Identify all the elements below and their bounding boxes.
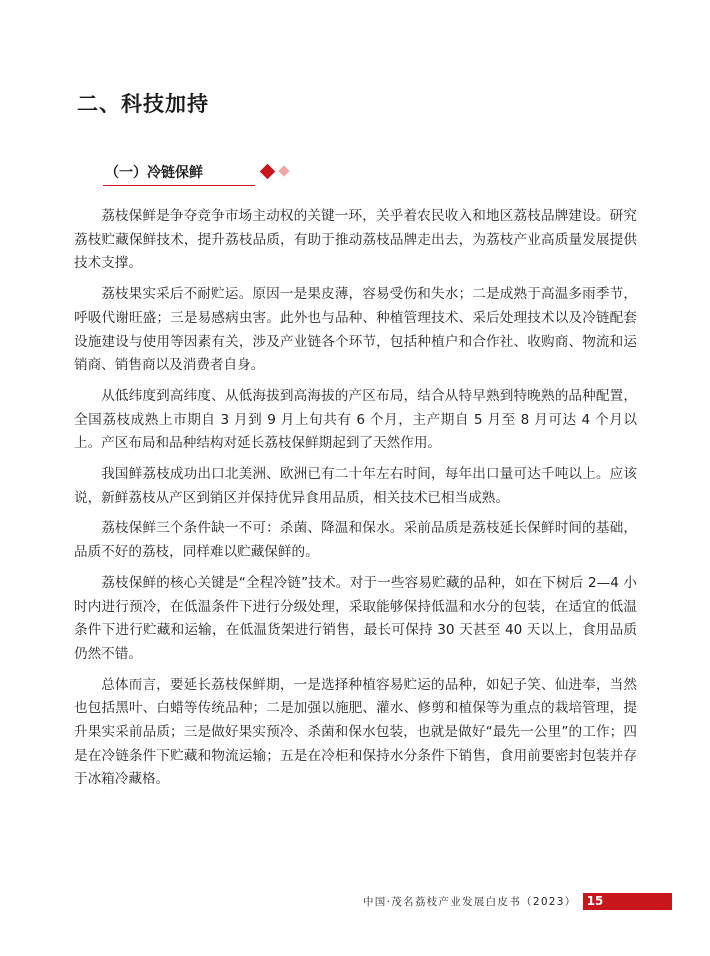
- footer-book-title: 中国·茂名荔枝产业发展白皮书（2023）: [363, 896, 577, 908]
- pink-diamond-icon: [278, 165, 289, 176]
- paragraph: 荔枝保鲜的核心关键是“全程冷链”技术。对于一些容易贮藏的品种，如在下树后 2—4 小时内进行预冷，在低温条件下进行分级处理，采取能够保持低温和水分的包装，在适宜的低温条件下进行贮藏和运输，在低温货架进行销售，最长可保持 30 天甚至 40 天以上，食用品质仍然不错。: [74, 574, 637, 662]
- paragraph: 我国鲜荔枝成功出口北美洲、欧洲已有二十年左右时间，每年出口量可达千吨以上。应该说，新鲜荔枝从产区到销区并保持优异食用品质，相关技术已相当成熟。: [74, 466, 637, 506]
- paragraph: 总体而言，要延长荔枝保鲜期，一是选择种植容易贮运的品种，如妃子笑、仙进奉，当然也包括黑叶、白蜡等传统品种；二是加强以施肥、灌水、修剪和植保等为重点的栽培管理，提升果实采前品质；三是做好果实预冷、杀菌和保水包装，也就是做好“最先一公里”的工作；四是在冷链条件下贮藏和物流运输；五是在冷柜和保持水分条件下销售，食用前要密封包装并存于冰箱冷藏格。: [74, 676, 637, 788]
- subsection-title: （一）冷链保鲜: [105, 165, 203, 181]
- paragraph: 从低纬度到高纬度、从低海拔到高海拔的产区布局，结合从特早熟到特晚熟的品种配置，全国荔枝成熟上市期自 3 月到 9 月上旬共有 6 个月，主产期自 5 月至 8 月可达 4 个月以上。产区布局和品种结构对延长荔枝保鲜期起到了天然作用。: [74, 387, 637, 452]
- subsection-heading: [103, 158, 303, 188]
- red-diamond-icon: [260, 164, 276, 180]
- page-number: 15: [583, 893, 672, 910]
- subsection-underline: [103, 185, 255, 186]
- section-title: 二、科技加持: [77, 92, 209, 116]
- body-text: [74, 205, 637, 799]
- page-footer: [363, 893, 672, 910]
- paragraph: 荔枝果实采后不耐贮运。原因一是果皮薄，容易受伤和失水；二是成熟于高温多雨季节，呼吸代谢旺盛；三是易感病虫害。此外也与品种、种植管理技术、采后处理技术以及冷链配套设施建设与使用等因素有关，涉及产业链各个环节，包括种植户和合作社、收购商、物流和运销商、销售商以及消费者自身。: [74, 286, 637, 374]
- paragraph: 荔枝保鲜三个条件缺一不可：杀菌、降温和保水。采前品质是荔枝延长保鲜时间的基础，品质不好的荔枝，同样难以贮藏保鲜的。: [74, 520, 637, 561]
- paragraph: 荔枝保鲜是争夺竞争市场主动权的关键一环，关乎着农民收入和地区荔枝品牌建设。研究荔枝贮藏保鲜技术，提升荔枝品质，有助于推动荔枝品牌走出去，为荔枝产业高质量发展提供技术支撑。: [74, 208, 637, 272]
